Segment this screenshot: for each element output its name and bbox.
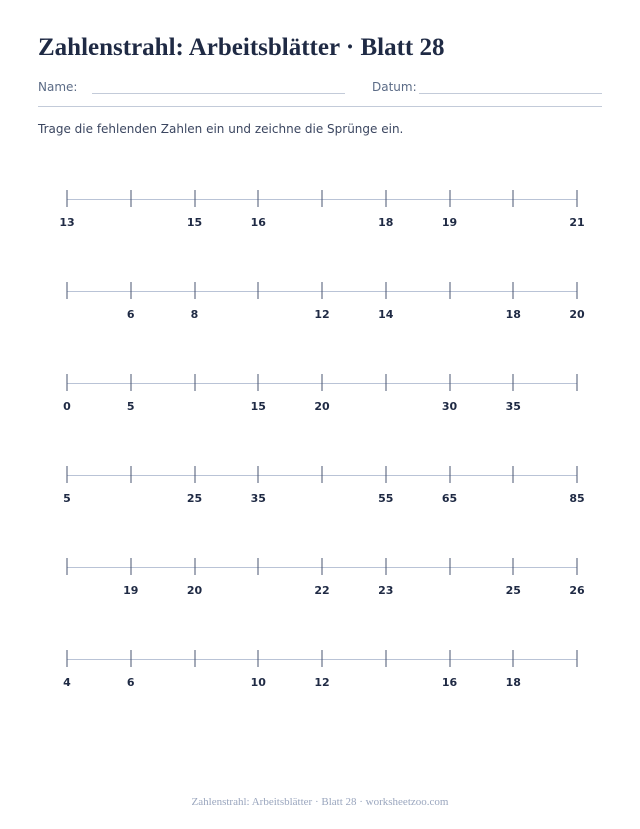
number-label: 23 (378, 584, 394, 597)
number-label: 21 (569, 216, 585, 229)
number-line-tick (67, 558, 68, 575)
number-label: 5 (126, 400, 135, 413)
number-line-tick (258, 466, 259, 483)
number-line-tick (577, 374, 578, 391)
number-line-tick (513, 650, 514, 667)
number-label: 12 (314, 676, 330, 689)
number-label: 6 (126, 308, 135, 321)
number-line-tick (194, 190, 195, 207)
header-divider (38, 106, 602, 107)
number-line-tick (130, 190, 131, 207)
number-label: 20 (569, 308, 585, 321)
number-line-tick (449, 190, 450, 207)
number-line (0, 374, 640, 434)
date-label: Datum: (372, 80, 417, 94)
number-line-tick (577, 190, 578, 207)
name-field[interactable] (92, 93, 345, 94)
number-line-tick (449, 374, 450, 391)
number-line-tick (449, 466, 450, 483)
number-line-tick (194, 374, 195, 391)
number-label: 4 (63, 676, 71, 689)
number-line-tick (67, 190, 68, 207)
number-line-tick (322, 190, 323, 207)
number-line-tick (130, 374, 131, 391)
number-line (0, 190, 640, 250)
number-line-tick (194, 650, 195, 667)
number-line-tick (258, 282, 259, 299)
number-line-tick (385, 466, 386, 483)
number-label: 26 (569, 584, 585, 597)
number-line-tick (385, 558, 386, 575)
number-line-tick (449, 650, 450, 667)
number-line (0, 558, 640, 618)
number-label: 15 (186, 216, 203, 229)
number-line-tick (130, 650, 131, 667)
number-line (0, 466, 640, 526)
page-title: Zahlenstrahl: Arbeitsblätter · Blatt 28 (38, 34, 445, 61)
number-line-tick (449, 282, 450, 299)
number-label: 18 (505, 308, 521, 321)
number-line-tick (385, 374, 386, 391)
date-field[interactable] (419, 93, 602, 94)
number-label: 20 (314, 400, 330, 413)
number-line-tick (577, 558, 578, 575)
number-label: 6 (126, 676, 135, 689)
number-line-tick (67, 374, 68, 391)
number-line-tick (67, 466, 68, 483)
number-line-tick (513, 190, 514, 207)
number-label: 14 (378, 308, 394, 321)
number-label: 22 (314, 584, 330, 597)
number-line-tick (130, 466, 131, 483)
number-line-tick (322, 466, 323, 483)
number-line-tick (322, 374, 323, 391)
number-line-tick (513, 466, 514, 483)
number-label: 18 (505, 676, 521, 689)
number-line-tick (194, 466, 195, 483)
number-label: 15 (250, 400, 266, 413)
number-label: 85 (569, 492, 585, 505)
number-line-tick (194, 282, 195, 299)
number-label: 12 (314, 308, 330, 321)
number-line-tick (67, 650, 68, 667)
instructions: Trage die fehlenden Zahlen ein und zeichne die Sprünge ein. (38, 122, 404, 136)
footer: Zahlenstrahl: Arbeitsblätter · Blatt 28 · worksheetzoo.com (191, 796, 449, 808)
number-label: 30 (441, 400, 458, 413)
number-line-tick (322, 282, 323, 299)
number-label: 35 (250, 492, 266, 505)
number-line-tick (130, 558, 131, 575)
number-label: 18 (378, 216, 394, 229)
number-line-tick (513, 282, 514, 299)
number-line-tick (194, 558, 195, 575)
number-line-tick (577, 282, 578, 299)
number-label: 25 (186, 492, 203, 505)
number-label: 16 (441, 676, 458, 689)
number-label: 19 (123, 584, 139, 597)
number-label: 35 (505, 400, 521, 413)
number-label: 19 (441, 216, 458, 229)
number-label: 10 (250, 676, 266, 689)
number-line-tick (130, 282, 131, 299)
number-line-tick (577, 466, 578, 483)
name-label: Name: (38, 80, 78, 94)
number-label: 55 (378, 492, 394, 505)
number-line-tick (449, 558, 450, 575)
number-line-tick (322, 558, 323, 575)
number-line-tick (513, 374, 514, 391)
number-line-tick (67, 282, 68, 299)
number-label: 0 (63, 400, 71, 413)
number-label: 13 (59, 216, 75, 229)
number-label: 8 (190, 308, 199, 321)
number-label: 65 (441, 492, 458, 505)
number-line-tick (258, 558, 259, 575)
number-label: 5 (63, 492, 71, 505)
number-line-tick (258, 374, 259, 391)
number-line (0, 650, 640, 710)
number-label: 16 (250, 216, 266, 229)
number-label: 25 (505, 584, 521, 597)
number-line (0, 282, 640, 342)
number-line-tick (385, 282, 386, 299)
number-line-tick (322, 650, 323, 667)
number-line-tick (385, 190, 386, 207)
number-line-tick (577, 650, 578, 667)
number-line-tick (258, 190, 259, 207)
number-line-tick (258, 650, 259, 667)
number-line-tick (513, 558, 514, 575)
number-label: 20 (186, 584, 203, 597)
number-line-tick (385, 650, 386, 667)
